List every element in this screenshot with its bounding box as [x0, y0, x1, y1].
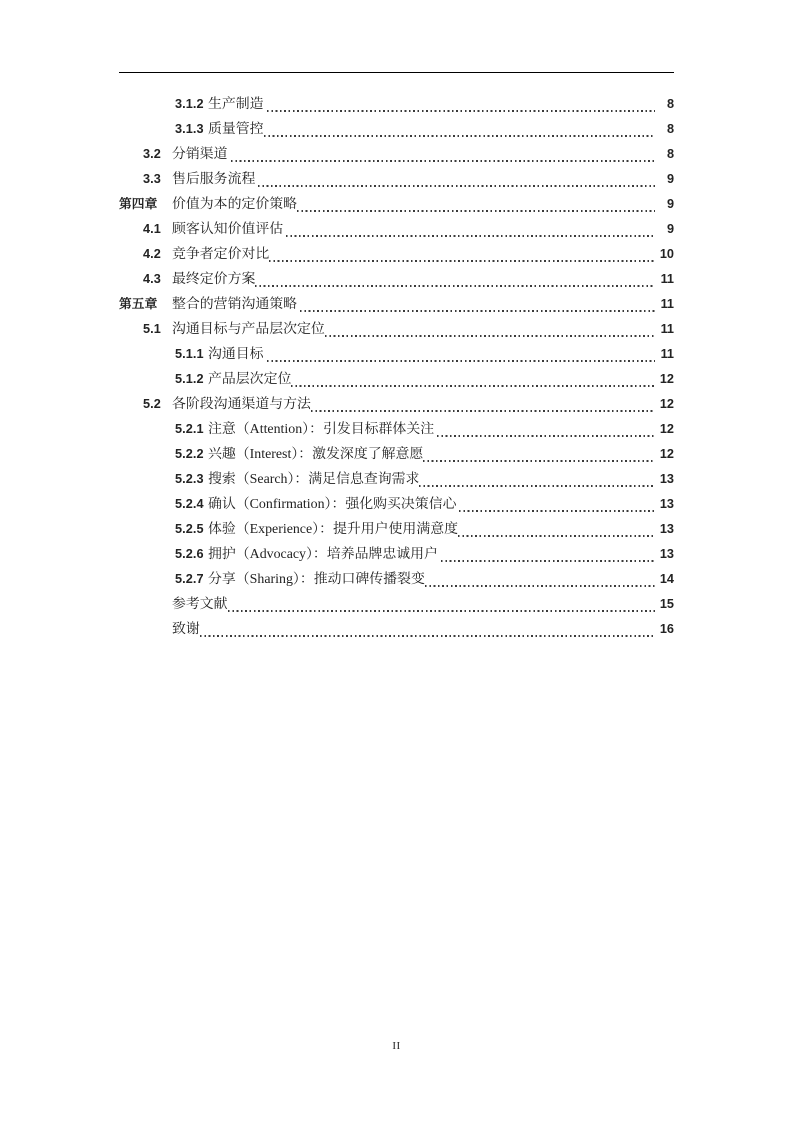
toc-entry-page-number: 10 [659, 247, 674, 261]
toc-entry-title: 各阶段沟通渠道与方法 [172, 397, 311, 412]
toc-entry[interactable] [175, 542, 674, 567]
toc-entry-title: 质量管控 [208, 122, 264, 137]
toc-entry-page-number: 9 [666, 222, 674, 236]
toc-dot-leader [267, 92, 655, 117]
toc-dot-leader [255, 267, 655, 292]
toc-entry-page-number: 11 [660, 347, 674, 361]
toc-entry-title: 体验（Experience）：提升用户使用满意度 [208, 522, 458, 537]
toc-dot-leader [200, 617, 655, 642]
toc-dot-leader [269, 242, 655, 267]
toc-entry-title: 竞争者定价对比 [172, 247, 270, 262]
toc-dot-leader [291, 367, 655, 392]
toc-entry[interactable] [143, 142, 674, 167]
toc-dot-leader [441, 542, 655, 567]
toc-entry-title: 分销渠道 [172, 147, 228, 162]
toc-entry[interactable] [119, 292, 674, 317]
toc-entry-title: 价值为本的定价策略 [172, 197, 298, 212]
toc-entry-page-number: 16 [659, 622, 674, 636]
toc-entry-number: 5.2.2 [175, 447, 204, 461]
toc-entry-page-number: 11 [660, 272, 674, 286]
toc-entry-page-number: 13 [659, 497, 674, 511]
toc-entry-number: 5.2.3 [175, 472, 204, 486]
toc-entry-title: 生产制造 [208, 97, 264, 112]
toc-entry-page-number: 15 [659, 597, 674, 611]
toc-entry-number: 5.1.1 [175, 347, 204, 361]
toc-entry-number: 5.2.7 [175, 572, 204, 586]
toc-entry-page-number: 13 [659, 547, 674, 561]
toc-entry-number: 3.2 [143, 147, 161, 161]
toc-entry-page-number: 12 [659, 372, 674, 386]
toc-entry-number: 第四章 [119, 197, 158, 211]
toc-entry-page-number: 13 [659, 522, 674, 536]
toc-entry[interactable] [143, 217, 674, 242]
toc-dot-leader [258, 167, 655, 192]
toc-dot-leader [458, 517, 655, 542]
toc-entry-title: 顾客认知价值评估 [172, 222, 284, 237]
toc-entry-title: 确认（Confirmation）：强化购买决策信心 [208, 497, 457, 512]
toc-entry[interactable] [119, 192, 674, 217]
toc-entry-title: 沟通目标 [208, 347, 264, 362]
toc-entry-page-number: 8 [666, 97, 674, 111]
toc-dot-leader [459, 492, 655, 517]
toc-dot-leader [425, 567, 655, 592]
toc-dot-leader [325, 317, 655, 342]
toc-dot-leader [423, 442, 655, 467]
toc-entry-number: 5.2.6 [175, 547, 204, 561]
toc-entry-page-number: 11 [660, 322, 674, 336]
toc-entry-number: 3.3 [143, 172, 161, 186]
toc-entry-number: 5.2.5 [175, 522, 204, 536]
footer-page-number: II [392, 1040, 401, 1052]
toc-entry[interactable] [175, 567, 674, 592]
toc-entry-number: 5.2.4 [175, 497, 204, 511]
toc-entry-title: 分享（Sharing）：推动口碑传播裂变 [208, 572, 425, 587]
toc-entry-number: 5.2.1 [175, 422, 204, 436]
toc-entry-page-number: 9 [666, 172, 674, 186]
toc-entry-title: 搜索（Search）：满足信息查询需求 [208, 472, 420, 487]
toc-dot-leader [437, 417, 655, 442]
toc-entry-number: 5.2 [143, 397, 161, 411]
toc-entry-page-number: 14 [659, 572, 674, 586]
toc-entry-number: 4.2 [143, 247, 161, 261]
toc-entry[interactable] [175, 467, 674, 492]
toc-entry-title: 参考文献 [172, 597, 228, 612]
toc-entry-page-number: 11 [660, 297, 674, 311]
toc-entry[interactable] [175, 492, 674, 517]
toc-entry-title: 沟通目标与产品层次定位 [172, 322, 325, 337]
toc-entry-title: 售后服务流程 [172, 172, 256, 187]
toc-entry-number: 5.1.2 [175, 372, 204, 386]
toc-entry-page-number: 8 [666, 147, 674, 161]
toc-entry[interactable] [143, 167, 674, 192]
toc-entry-page-number: 12 [659, 447, 674, 461]
toc-entry-page-number: 12 [659, 422, 674, 436]
toc-dot-leader [300, 292, 655, 317]
toc-entry-title: 拥护（Advocacy）：培养品牌忠诚用户 [208, 547, 438, 562]
toc-entry-number: 3.1.2 [175, 97, 204, 111]
toc-entry-title: 注意（Attention）：引发目标群体关注 [208, 422, 435, 437]
toc-dot-leader [286, 217, 655, 242]
toc-entry-page-number: 8 [666, 122, 674, 136]
toc-entry-page-number: 9 [666, 197, 674, 211]
toc-dot-leader [267, 342, 655, 367]
toc-entry[interactable] [143, 267, 674, 292]
toc-dot-leader [419, 467, 655, 492]
toc-entry[interactable] [143, 392, 674, 417]
toc-entry-number: 3.1.3 [175, 122, 204, 136]
toc-entry-number: 4.1 [143, 222, 161, 236]
toc-entry-title: 致谢 [172, 622, 200, 637]
toc-entry[interactable] [175, 367, 674, 392]
toc-entry[interactable] [143, 317, 674, 342]
toc-entry-title: 兴趣（Interest）：激发深度了解意愿 [208, 447, 424, 462]
toc-dot-leader [231, 142, 655, 167]
toc-entry-title: 整合的营销沟通策略 [172, 297, 298, 312]
toc-entry[interactable] [175, 442, 674, 467]
toc-entry[interactable] [119, 592, 674, 617]
toc-entry[interactable] [175, 517, 674, 542]
toc-entry[interactable] [175, 117, 674, 142]
toc-entry-page-number: 13 [659, 472, 674, 486]
toc-entry[interactable] [175, 417, 674, 442]
toc-entry-title: 最终定价方案 [172, 272, 256, 287]
toc-entry[interactable] [143, 242, 674, 267]
toc-entry[interactable] [175, 342, 674, 367]
toc-dot-leader [228, 592, 655, 617]
toc-dot-leader [264, 117, 655, 142]
header-rule [119, 72, 674, 73]
toc-entry[interactable] [175, 92, 674, 117]
toc-entry-title: 产品层次定位 [208, 372, 292, 387]
toc-dot-leader [297, 192, 655, 217]
toc-dot-leader [311, 392, 655, 417]
toc-entry-number: 4.3 [143, 272, 161, 286]
toc-entry[interactable] [119, 617, 674, 642]
table-of-contents [119, 92, 674, 642]
toc-entry-number: 5.1 [143, 322, 161, 336]
toc-entry-number: 第五章 [119, 297, 158, 311]
toc-entry-page-number: 12 [659, 397, 674, 411]
